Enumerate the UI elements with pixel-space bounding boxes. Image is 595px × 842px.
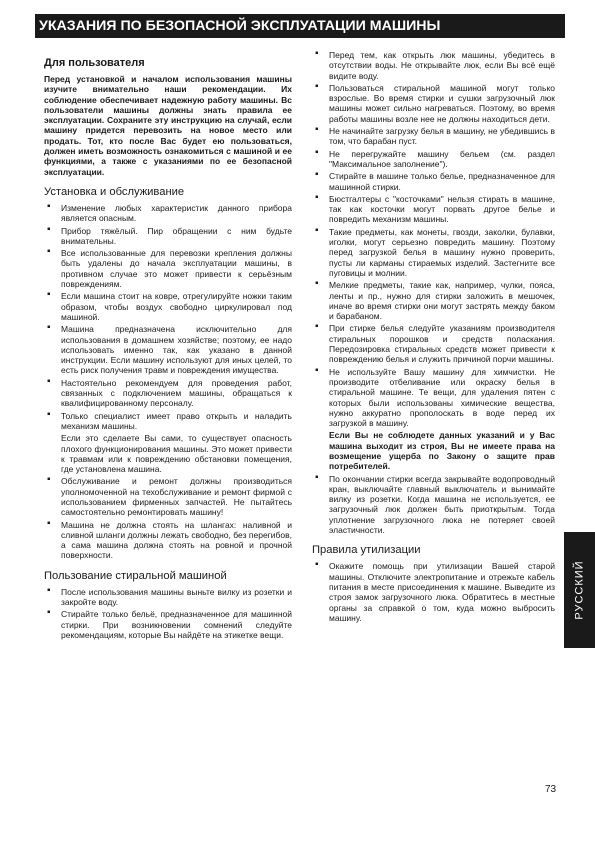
list-item: ▪ Только специалист имеет право открыть и наладить механизм машины. — [44, 411, 292, 432]
list-item: ▪ Перед тем, как открыть люк машины, убедитесь в отсутствии воды. Не открывайте люк, если Вы всё ещё видите воду. — [312, 50, 555, 81]
page-number: 73 — [545, 784, 557, 795]
list-item: ▪ Настоятельно рекомендуем для проведения работ, связанных с подключением машины, обращаться к квалифицированному персоналу. — [44, 378, 292, 409]
disposal-list — [312, 561, 555, 623]
list-item: ▪ Обслуживание и ремонт должны производиться уполномоченной на техобслуживание и ремонт фирмой с использованием фирменных запчастей. Не пытайтесь самостоятельно ремонтировать машину! — [44, 476, 292, 517]
title-bar — [35, 14, 565, 38]
list-item: ▪ По окончании стирки всегда закрывайте водопроводный кран, выключайте главный выключатель и вынимайте вилку из розетки. Когда машина не используется, ее загрузочный люк должен быть приоткрытым. Тогда уплотнение загрузочного люка не потеряет своей эластичности. — [312, 474, 555, 536]
users-intro: Перед установкой и началом использования машины изучите внимательно наши рекомендации. Их соблюдение обеспечивает надежную работу машины. Вс пользователи машины должны знать правила ее эксплуатации. Сохраните эту инструкцию на случай, если машину придется перевозить на новое место или продать. Тот, кто после Вас будет ею пользоваться, должен иметь возможность ознакомиться с машиной и ее функциями, а также с указаниями по ее безопасной эксплуатации. — [44, 74, 292, 177]
right-list-b — [312, 474, 555, 536]
list-item: ▪ Не используйте Вашу машину для химчистки. Не производите отбеливание или окраску белья в стиральной машине. Те вещи, для удаления пятен с которых были использованы химические вещества, нужно аккуратно прополоскать в воде перед их загрузкой в машину. — [312, 367, 555, 429]
list-item-continuation: Если это сделаете Вы сами, то существует опасность плохого функционирования машины. Это может привести к травмам или к повреждению обстановки помещения, где установлена машина. — [61, 433, 292, 475]
list-item: ▪ Бюстгалтеры с "косточками" нельзя стирать в машине, так как косточки могут порвать другое белье и повредить механизм машины. — [312, 194, 555, 225]
list-item: ▪ Пользоваться стиральной машиной могут только взрослые. Во время стирки и сушки загрузочный люк машины может сильно нагреваться. Поэтому, во время работы машины возле нее не должны находиться дети. — [312, 83, 555, 124]
install-list — [44, 203, 292, 431]
left-column — [44, 50, 292, 642]
users-heading: Для пользователя — [44, 57, 145, 69]
disposal-heading: Правила утилизации — [312, 544, 421, 557]
list-item: ▪ Такие предметы, как монеты, гвозди, заколки, булавки, иголки, могут серьезно повредить машину. Поэтому перед загрузкой белья в машину нужно проверить, пусты ли карманы стираемых изделий. Застегните все пуговицы и молнии. — [312, 227, 555, 278]
list-item: ▪ Мелкие предметы, такие как, например, чулки, пояса, ленты и пр., нужно для стирки заложить в мешочек, иначе во время стирки они могут застрять между баком и барабаном. — [312, 280, 555, 321]
usage-heading: Пользование стиральной машиной — [44, 569, 227, 582]
language-tab — [564, 532, 595, 648]
list-item: ▪ Не начинайте загрузку белья в машину, не убедившись в том, что барабан пуст. — [312, 126, 555, 147]
install-heading: Установка и обслуживание — [44, 185, 185, 198]
right-column — [312, 50, 555, 625]
list-item: ▪ Все использованные для перевозки крепления должны быть удалены до начала эксплуатации машины, в противном случае это может привести к серьёзным повреждениям. — [44, 248, 292, 289]
right-list — [312, 50, 555, 428]
install-list-b — [44, 476, 292, 560]
warranty-note: Если Вы не соблюдете данных указаний и у Вас машина выходит из строя, Вы не имеете права на возмещение ущерба по Закону о защите прав потребителей. — [329, 430, 555, 472]
list-item: ▪ Не перегружайте машину бельем (см. раздел "Максимальное заполнение"). — [312, 149, 555, 170]
list-item: ▪ Изменение любых характеристик данного прибора является опасным. — [44, 203, 292, 224]
list-item: ▪ Машина предназначена исключительно для использования в домашнем хозяйстве; поэтому, ее надо использовать именно так, как указано в данной инструкции. Если машину используют для иных целей, то есть риск получения травм и повреждения имущества. — [44, 324, 292, 375]
page-title: УКАЗАНИЯ ПО БЕЗОПАСНОЙ ЭКСПЛУАТАЦИИ МАШИНЫ — [39, 18, 441, 34]
language-tab-label: РУССКИЙ — [573, 560, 586, 620]
usage-list — [44, 587, 292, 640]
list-item: ▪ Стирайте только бельё, предназначенное для машинной стирки. При возникновении сомнений следуйте рекомендациям, которые Вы найдёте на этикетке вещи. — [44, 609, 292, 640]
list-item: ▪ Прибор тяжёлый. Пир обращении с ним будьте внимательны. — [44, 226, 292, 247]
list-item: ▪ Стирайте в машине только белье, предназначенное для машинной стирки. — [312, 171, 555, 192]
list-item: ▪ После использования машины выньте вилку из розетки и закройте воду. — [44, 587, 292, 608]
list-item: ▪ Если машина стоит на ковре, отрегулируйте ножки таким образом, чтобы воздух свободно циркулировал под машиной. — [44, 291, 292, 322]
list-item: ▪ Машина не должна стоять на шлангах: наливной и сливной шланги должны лежать свободно, без перегибов, а сама машина должна стоять на ровной и прочной поверхности. — [44, 520, 292, 561]
list-item: ▪ При стирке белья следуйте указаниям производителя стиральных порошков и средств поласкания. Передозировка стиральных средств может привести к повреждению белья и служить причиной порчи машины. — [312, 323, 555, 364]
list-item: ▪ Окажите помощь при утилизации Вашей старой машины. Отключите электропитание и отрежьте кабель питания в месте присоединения к машине. Выведите из строя замок загрузочного люка. Обратитесь в местные органы за справкой о том, куда можно выбросить машину. — [312, 561, 555, 623]
